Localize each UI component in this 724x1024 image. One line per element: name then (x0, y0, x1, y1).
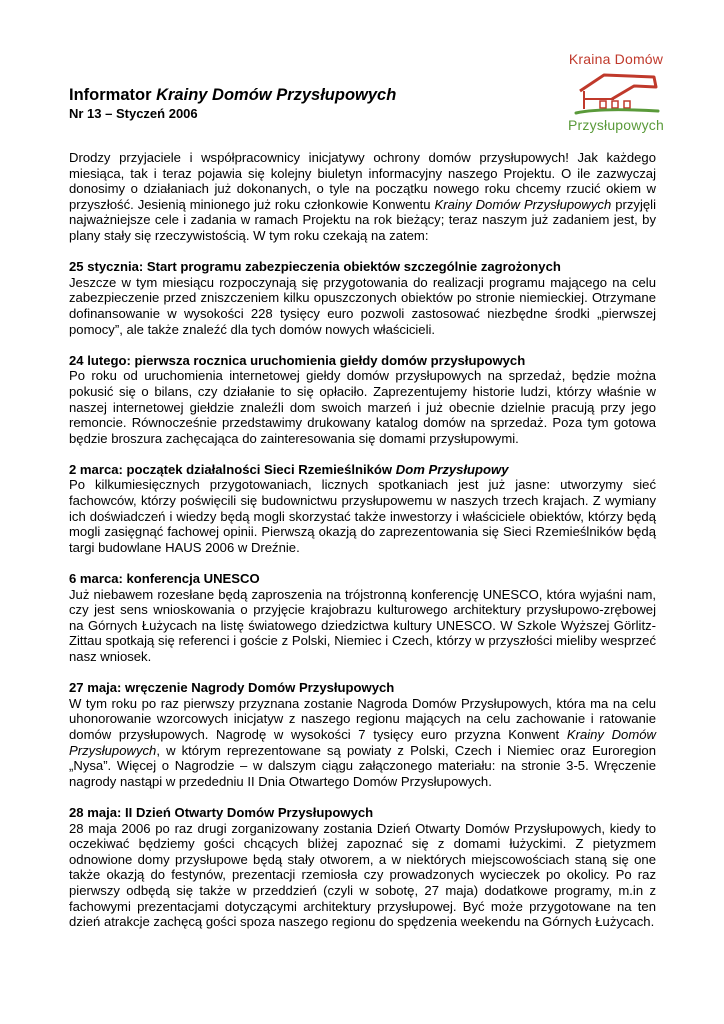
title-italic: Krainy Domów Przysłupowych (156, 86, 397, 104)
section-body-italic: Krainy Domów Przysłupowych (69, 726, 656, 758)
logo-text-bottom: Przysłupowych (568, 117, 664, 133)
section-body: Już niebawem rozesłane będą zaproszenia na trójstronną konferencję UNESCO, która wyjaśni nam, czy jest sens wnioskowania o przyjęcie krajobrazu kulturowego architektury przysłupowo-zrębowej na Górnych Łużycach na listę światowego dziedzictwa kultury UNESCO. W Szkole Wyższej Görlitz-Zittau spotkają się referenci i goście z Polski, Niemiec i Czech, którzy w przyszłości mieliby wesprzeć nasz wniosek. (69, 586, 656, 664)
section-body-1: W tym roku po raz pierwszy przyznana zostanie Nagroda Domów Przysłupowych, która ma na celu uhonorowanie wzorcowych inicjatyw z naszego regionu mających na celu zachowanie i ratowanie domów przysłupowych. Nagrodę w wysokości 7 tysięcy euro przyzna Konwent (69, 695, 656, 742)
section-heading: 28 maja: II Dzień Otwarty Domów Przysłupowych (69, 804, 374, 820)
section-body-2: , w którym reprezentowane są powiaty z Polski, Czech i Niemiec oraz Euroregion „Nysa”. Więcej o Nagrodzie – w dalszym ciągu załączonego materiału: na stronie 3-5. Wręczenie nagrody nastąpi w przededniu II Dnia Otwartego Domów Przysłupowych. (69, 742, 656, 789)
section-body: Po kilkumiesięcznych przygotowaniach, licznych spotkaniach jest już jasne: utworzymy sieć fachowców, którzy poświęcili się budownictwu przysłupowemu w naszych trzech krajach. Z wymiany ich doświadczeń i wiedzy będą mogli skorzystać także inwestorzy i właściciele obiektów, którzy będą mogli zasięgnąć fachowej opinii. Pierwszą okazją do zaprezentowania się Sieci Rzemieślników będą targi budowlane HAUS 2006 w Dreźnie. (69, 477, 656, 555)
section-heading: 27 maja: wręczenie Nagrody Domów Przysłupowych (69, 680, 395, 696)
issue-number: Nr 13 – Styczeń 2006 (69, 106, 198, 121)
section-body: Po roku od uruchomienia internetowej giełdy domów przysłupowych na sprzedaż, będzie można pokusić się o bilans, czy działanie to się opłaciło. Zaprezentujemy historie ludzi, którzy właśnie w naszej internetowej giełdzie znaleźli dom swoich marzeń i już obecnie dzielnie pracują przy jego remoncie. Równocześnie przedstawimy drukowany katalog domów na sprzedaż. Poza tym gotowa będzie broszura zachęcająca do zainteresowania się domami przysłupowymi. (69, 368, 656, 446)
page-title (69, 86, 396, 105)
section-1 (69, 259, 656, 337)
section-heading (69, 462, 656, 478)
section-5 (69, 680, 656, 789)
article-body (69, 150, 656, 930)
intro-text-1: Drodzy przyjaciele i współpracownicy inicjatywy ochrony domów przysłupowych! Jak każdego miesiąca, tak i teraz pojawia się kolejny biuletyn informacyjny naszego Projektu. O ile zazwyczaj donosimy o działaniach już dokonanych, o tyle na początku nowego roku chcemy rzucić okiem w przyszłość. Jesienią minionego już roku członkowie Konwentu (69, 150, 656, 212)
intro-paragraph (69, 150, 656, 244)
intro-italic: Krainy Domów Przysłupowych (434, 196, 612, 212)
title-prefix: Informator (69, 86, 157, 104)
section-heading: 6 marca: konferencja UNESCO (69, 571, 260, 587)
section-body: 28 maja 2006 po raz drugi zorganizowany zostania Dzień Otwarty Domów Przysłupowych, kiedy to oczekiwać będziemy gości chcących bliżej zapoznać się z domami łużyckimi. Z pietyzmem odnowione domy przysłupowe będą stały otworem, a w niektórych miejscowościach staną się one także okazją do festynów, prezentacji rzemiosła czy prowadzonych wycieczek po okolicy. Po raz pierwszy odbędą się także w przeddzień (czyli w sobotę, 27 maja) dodatkowe programy, m.in z fachowymi prezentacjami dotyczącymi architektury przysłupowej. Być może przygotowane na ten dzień atrakcje zachęcą gości spoza naszego regionu do spędzenia weekendu na Górnych Łużycach. (69, 820, 656, 930)
section-6 (69, 805, 656, 930)
section-4 (69, 571, 656, 665)
section-heading: 24 lutego: pierwsza rocznica uruchomienia giełdy domów przysłupowych (69, 352, 526, 368)
kraina-logo (556, 48, 676, 138)
section-3 (69, 462, 656, 556)
house-icon (574, 69, 660, 119)
heading-prefix: 2 marca: początek działalności Sieci Rzemieślników (69, 461, 396, 477)
section-heading: 25 stycznia: Start programu zabezpieczenia obiektów szczególnie zagrożonych (69, 259, 561, 275)
section-body: Jeszcze w tym miesiącu rozpoczynają się przygotowania do realizacji programu mającego na celu zabezpieczenie przed zniszczeniem kilku opuszczonych obiektów po stronie niemieckiej. Otrzymane dofinansowanie w wysokości 228 tysięcy euro pozwoli zastosować niezbędne środki „pierwszej pomocy”, ale także znaleźć dla tych domów nowych właścicieli. (69, 274, 656, 337)
heading-italic: Dom Przysłupowy (395, 461, 509, 477)
section-2 (69, 353, 656, 447)
logo-text-top: Kraina Domów (568, 51, 664, 67)
intro-text-2: przyjęli najważniejsze cele i zadania w ramach Projektu na rok bieżący; teraz naszym już zadaniem jest, by plany stały się rzeczywistością. W tym roku czekają na zatem: (69, 196, 656, 243)
